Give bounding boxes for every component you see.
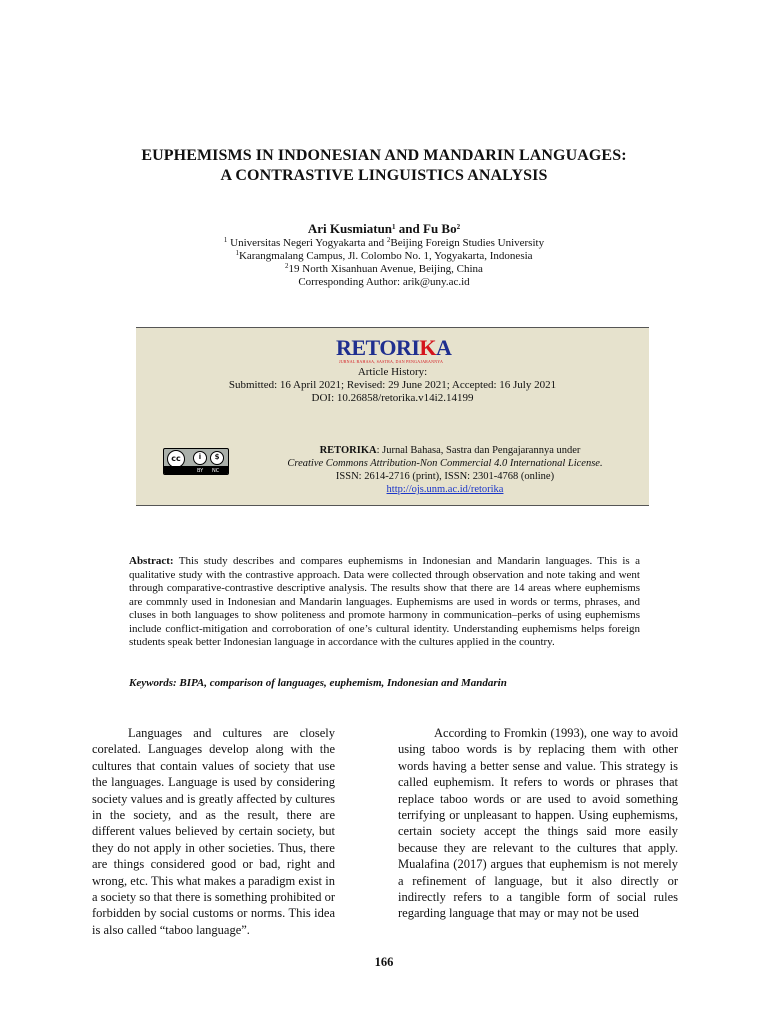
affiliation-1 bbox=[0, 237, 768, 250]
journal-logo-accent: K bbox=[419, 335, 437, 360]
paper-title bbox=[0, 146, 768, 186]
history-label: Article History: bbox=[357, 366, 428, 378]
license-line-1-rest: : Jurnal Bahasa, Sastra dan Pengajarannya under bbox=[376, 445, 581, 456]
title-line-2: A CONTRASTIVE LINGUISTICS ANALYSIS bbox=[220, 167, 548, 184]
license-name: Creative Commons Attribution-Non Commercial 4.0 International License. bbox=[287, 458, 603, 469]
affiliation-1-sup: 1 bbox=[223, 236, 228, 244]
article-history bbox=[136, 366, 649, 405]
affiliation-1-sup2: 2 bbox=[386, 236, 391, 244]
license-block bbox=[264, 444, 626, 496]
noncommercial-dollar-icon: $ bbox=[210, 451, 224, 465]
license-journal-name: RETORIKA bbox=[319, 445, 377, 456]
abstract-text: This study describes and compares euphemisms in Indonesian and Mandarin languages. This is a qualitative study with the contrastive approach. Data were collected through observation and note taking and went through comparative-contrastive descriptive analysis. The results show that there are 14 areas where euphemisms are commnly used in Indonesian and Mandarin languages. Euphemisms are used in words or terms, phrases, and cluses in both languages to show politeness and promote harmony in communication–perks of using euphemisms include conflict-mitigation and corroboration of one’s cultural identity. Understanding euphemisms helps foreign students speak better Indonesian language in accordance with the cultures applied in the country. bbox=[129, 555, 640, 648]
cc-icon: cc bbox=[167, 450, 185, 468]
title-line-1: EUPHEMISMS IN INDONESIAN AND MANDARIN LANGUAGES: bbox=[141, 147, 627, 164]
cc-by-label: BY bbox=[197, 468, 204, 474]
affiliation-1-text2: Beijing Foreign Studies University bbox=[390, 237, 545, 249]
author-2-sup: 2 bbox=[456, 223, 461, 231]
author-1-sup: 1 bbox=[392, 223, 396, 231]
author-2: and Fu Bo bbox=[395, 221, 457, 236]
affiliation-3-sup: 2 bbox=[285, 262, 289, 270]
body-paragraph-left: Languages and cultures are closely corelated. Languages develop along with the cultures that contain values of society that use the languages. Language is used by considering society values and is greatly affected by cultures in the society, and as the result, there are different values believed by certain society, but they do not apply in other societies. Thus, there are things considered good or bad, right and wrong, etc. This what makes a paradigm exist in a society so that there is something prohibited or forbidden by social customs or norms. This idea is also called “taboo language”. bbox=[92, 726, 336, 937]
journal-logo bbox=[336, 335, 452, 364]
affiliation-2-sup: 1 bbox=[235, 249, 239, 257]
article-info-box bbox=[136, 327, 649, 506]
history-dates: Submitted: 16 April 2021; Revised: 29 June 2021; Accepted: 16 July 2021 bbox=[228, 379, 557, 391]
corresponding-author: Corresponding Author: arik@uny.ac.id bbox=[298, 276, 470, 288]
affiliation-1-text: Universitas Negeri Yogyakarta and bbox=[227, 237, 387, 249]
creative-commons-badge-icon[interactable] bbox=[163, 448, 229, 475]
cc-nc-label: NC bbox=[212, 468, 220, 474]
journal-logo-subtitle: JURNAL BAHASA, SASTRA, DAN PENGAJARANNYA bbox=[338, 359, 444, 364]
body-column-left bbox=[92, 725, 335, 938]
body-column-right bbox=[398, 725, 678, 922]
affiliation-2-text: Karangmalang Campus, Jl. Colombo No. 1, Yogyakarta, Indonesia bbox=[238, 250, 533, 262]
affiliation-3-text: 19 North Xisanhuan Avenue, Beijing, China bbox=[288, 263, 483, 275]
journal-url-link[interactable]: http://ojs.unm.ac.id/retorika bbox=[386, 484, 504, 495]
affiliation-3 bbox=[0, 263, 768, 276]
license-line-1 bbox=[264, 444, 626, 457]
author-block bbox=[0, 220, 768, 289]
abstract bbox=[129, 555, 640, 650]
keywords: Keywords: BIPA, comparison of languages, euphemism, Indonesian and Mandarin bbox=[129, 677, 507, 689]
abstract-label: Abstract: bbox=[129, 555, 174, 567]
author-1: Ari Kusmiatun bbox=[307, 221, 393, 236]
affiliation-2 bbox=[0, 250, 768, 263]
attribution-person-icon: i bbox=[193, 451, 207, 465]
author-names bbox=[0, 220, 768, 237]
journal-issn: ISSN: 2614-2716 (print), ISSN: 2301-4768 (online) bbox=[335, 471, 555, 482]
license-line-2 bbox=[264, 457, 626, 470]
page-number: 166 bbox=[374, 955, 394, 969]
body-paragraph-right: According to Fromkin (1993), one way to avoid using taboo words is by replacing them with other words having a better sense and value. This strategy is called euphemism. It refers to words or phrases that replace taboo words or are used to avoid something terrifying or unpleasant to happen. Using euphemisms, certain society accept the things said more easily because they are relevant to the cultures that apply. Mualafina (2017) argues that euphemism is not merely a refinement of language, but it also directly or indirectly refers to a tangible form of social rules regarding language that may or may not be used bbox=[398, 726, 678, 921]
journal-logo-text: RETORIKA bbox=[336, 335, 452, 360]
article-doi: DOI: 10.26858/retorika.v14i2.14199 bbox=[311, 392, 474, 404]
